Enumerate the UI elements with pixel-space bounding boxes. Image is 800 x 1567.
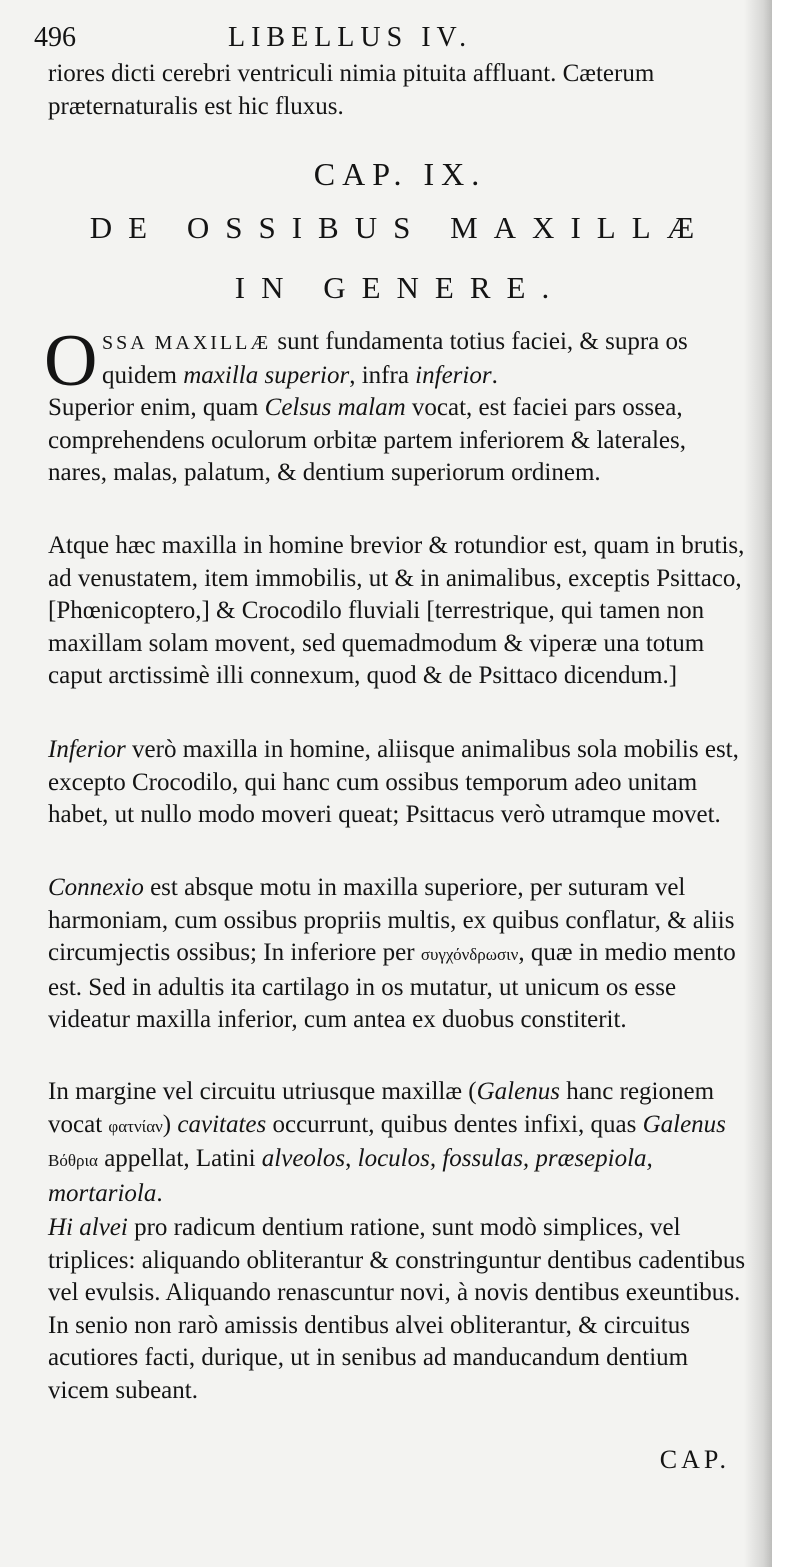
- intro-lead-words: SSA MAXILLÆ: [102, 332, 272, 354]
- p5-italic-1: Galenus: [476, 1078, 560, 1105]
- intro-text-3: .: [491, 361, 498, 389]
- p4-italic-1: Connexio: [48, 874, 144, 901]
- p5-text-6: appellat, Latini: [97, 1145, 262, 1173]
- p5-text-8: .: [156, 1179, 163, 1207]
- intro-text-2: , infra: [349, 361, 416, 389]
- p5-italic-4: alveolos: [261, 1145, 346, 1173]
- intro-italic-2: inferior: [415, 361, 492, 389]
- p5-text-1: In margine vel circuitu utriusque maxillæ (: [48, 1078, 477, 1105]
- p5-italic-5: loculos, fossulas, præsepiola, mortariola: [48, 1145, 653, 1207]
- paragraph-hi-alvei: [48, 1212, 750, 1408]
- p4-greek-1: συγχόνδρωσιν: [420, 945, 519, 965]
- intro-paragraph: [102, 326, 750, 392]
- p4-text-2: , quæ in medio mento est. Sed in adultis ita cartilago in os mutatur, ut unicum os esse videatur maxilla inferior, cum antea ex duobus constiterit.: [48, 939, 736, 1034]
- paragraph-connexio: [48, 872, 750, 1037]
- carryover-paragraph: riores dicti cerebri ventriculi nimia pituita affluant. Cæterum præternaturalis est hic fluxus.: [48, 60, 655, 120]
- p5-text-7: ,: [345, 1145, 358, 1173]
- p5-greek-2: Βόθρια: [48, 1151, 98, 1171]
- paragraph-superior: [48, 392, 750, 490]
- catchword: CAP.: [659, 1445, 730, 1474]
- chapter-heading: CAP. IX.: [313, 156, 487, 192]
- p4-text-1: est absque motu in maxilla superiore, per suturam vel harmoniam, cum ossibus propriis multis, ex quibus conflatur, & aliis circumjectis ossibus; In inferiore per: [48, 874, 735, 967]
- intro-italic-1: maxilla superior: [183, 361, 350, 389]
- paragraph-inferior: [48, 734, 750, 832]
- p1-text-2: vocat, est faciei pars ossea, comprehendens oculorum orbitæ partem inferiorem & laterales, nares, malas, palatum, & dentium superiorum ordinem.: [48, 394, 686, 487]
- p1-italic-1: Celsus malam: [264, 394, 406, 421]
- p6-text-1: pro radicum dentium ratione, sunt modò simplices, vel triplices: aliquando obliterantur & constringuntur dentibus cadentibus vel evulsis. Aliquando renascuntur novi, à novis dentibus exeuntibus. In senio non rarò amissis dentibus alvei obliterantur, & circuitus acutiores facti, durique, ut in senibus ad manducandum dentium vicem subeant.: [48, 1214, 746, 1404]
- paragraph-atque: [48, 530, 750, 693]
- page-number: 496: [34, 22, 76, 53]
- running-title: LIBELLUS IV.: [228, 22, 473, 53]
- p5-italic-3: Galenus: [642, 1110, 726, 1138]
- p3-text-1: verò maxilla in homine, aliisque animalibus sola mobilis est, excepto Crocodilo, qui hanc cum ossibus temporum adeo unitam habet, ut nullo modo moveri queat; Psittacus verò utramque movet.: [48, 736, 739, 829]
- p5-text-4: occurrunt, quibus dentes infixi, quas: [266, 1110, 643, 1138]
- p5-text-2: hanc regionem vocat: [48, 1078, 715, 1138]
- intro-text-1: sunt fundamenta totius faciei, & supra os quidem: [102, 328, 688, 389]
- p6-italic-1: Hi alvei: [48, 1214, 128, 1241]
- running-header: [34, 18, 740, 58]
- p5-text-3: ): [162, 1110, 178, 1138]
- paragraph-in-margine: [48, 1076, 750, 1210]
- p3-italic-1: Inferior: [48, 736, 126, 763]
- drop-capital: O: [44, 320, 98, 402]
- chapter-title-line-2: IN GENERE.: [234, 270, 566, 305]
- p2-text-1: Atque hæc maxilla in homine brevior & rotundior est, quam in brutis, ad venustatem, item immobilis, ut & in animalibus, exceptis Psittaco, [Phœnicoptero,] & Crocodilo fluviali [terrestrique, qui tamen non maxillam solam movent, sed quemadmodum & viperæ una totum caput arctissimè illi connexum, quod & de Psittaco dicendum.]: [48, 532, 745, 690]
- p5-italic-2: cavitates: [177, 1110, 267, 1138]
- p5-greek-1: φατνίαν: [108, 1116, 163, 1136]
- chapter-title-line-1: DE OSSIBUS MAXILLÆ: [89, 210, 711, 245]
- p1-text-1: Superior enim, quam: [48, 394, 265, 421]
